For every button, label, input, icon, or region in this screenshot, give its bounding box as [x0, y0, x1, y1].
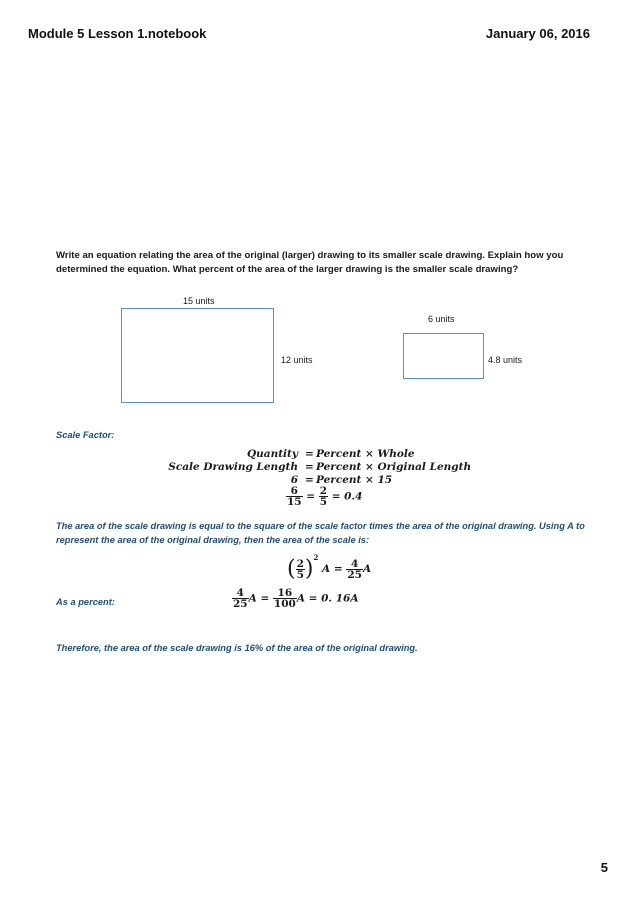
eq2-right: Percent × Original Length: [316, 461, 472, 473]
area-frac-2-5: [296, 559, 305, 580]
eq4-frac-2-5: [319, 486, 328, 507]
area-frac-4-25: [346, 559, 363, 580]
large-width-label: 15 units: [183, 296, 215, 306]
eq3-equals: =: [305, 474, 314, 486]
eq2-equals: =: [305, 461, 314, 473]
eq4-n1: 6: [286, 486, 303, 497]
area-equals: =: [333, 563, 343, 575]
eq4-result: = 0.4: [331, 490, 363, 503]
area-var-a2: A: [362, 563, 372, 575]
eq1-right: Percent × Whole: [316, 448, 415, 460]
area-exponent: 2: [313, 553, 319, 562]
pct-n2: 16: [273, 588, 297, 599]
area-n: 2: [296, 557, 304, 570]
pct-d1: 25: [233, 598, 248, 610]
small-width-label: 6 units: [428, 314, 455, 324]
eq4-frac-6-15: [286, 486, 303, 507]
pct-frac-16-100: [273, 588, 297, 609]
eq1-equals: =: [305, 448, 314, 460]
percent-label: As a percent:: [56, 597, 115, 607]
large-rectangle: [121, 308, 274, 403]
area-d: 5: [296, 568, 304, 581]
small-height-label: 4.8 units: [488, 355, 523, 365]
eq4-equals: =: [306, 490, 316, 503]
question-text: Write an equation relating the area of the original (larger) drawing to its smaller scale drawing. Explain how you determined the equation. What percent of the area of the larger drawing is the smaller scale drawing?: [56, 250, 564, 275]
area-explanation: The area of the scale drawing is equal to the square of the scale factor times the area of the original drawing. Using A to represent the area of the original drawing, then the area of the scale is:: [56, 521, 585, 545]
small-rectangle: [403, 333, 484, 379]
eq4-n2: 2: [319, 485, 328, 497]
large-height-label: 12 units: [281, 355, 313, 365]
eq1-left: Quantity: [246, 448, 298, 460]
pct-result: = 0. 16A: [308, 592, 359, 605]
eq3-right: Percent × 15: [316, 474, 393, 486]
scale-factor-label: Scale Factor:: [56, 430, 115, 440]
notebook-date: January 06, 2016: [485, 26, 590, 41]
area-equation: ( $\frac{2}{5}$ )$^2$ A = $\frac{4}{25}$ A: [287, 553, 372, 582]
pct-var-a1: A: [248, 592, 257, 605]
area-var-a: A: [322, 563, 331, 575]
percent-equation: [232, 588, 358, 609]
pct-frac-4-25: [232, 588, 249, 609]
page-number: 5: [600, 860, 608, 875]
eq3-left: 6: [290, 474, 298, 486]
eq4-d1: 15: [287, 496, 302, 508]
pct-equals: =: [260, 592, 270, 605]
eq4-fraction-row: [286, 486, 362, 507]
eq2-left: Scale Drawing Length: [168, 461, 298, 473]
conclusion-text: Therefore, the area of the scale drawing is 16% of the area of the original drawing.: [56, 643, 418, 653]
eq4-d2: 5: [319, 496, 328, 508]
pct-n1: 4: [232, 588, 249, 599]
pct-d2: 100: [273, 598, 296, 610]
pct-var-a2: A: [296, 592, 305, 605]
area-d2: 25: [347, 568, 362, 581]
area-n2: 4: [346, 559, 363, 570]
notebook-title: Module 5 Lesson 1.notebook: [28, 26, 207, 41]
